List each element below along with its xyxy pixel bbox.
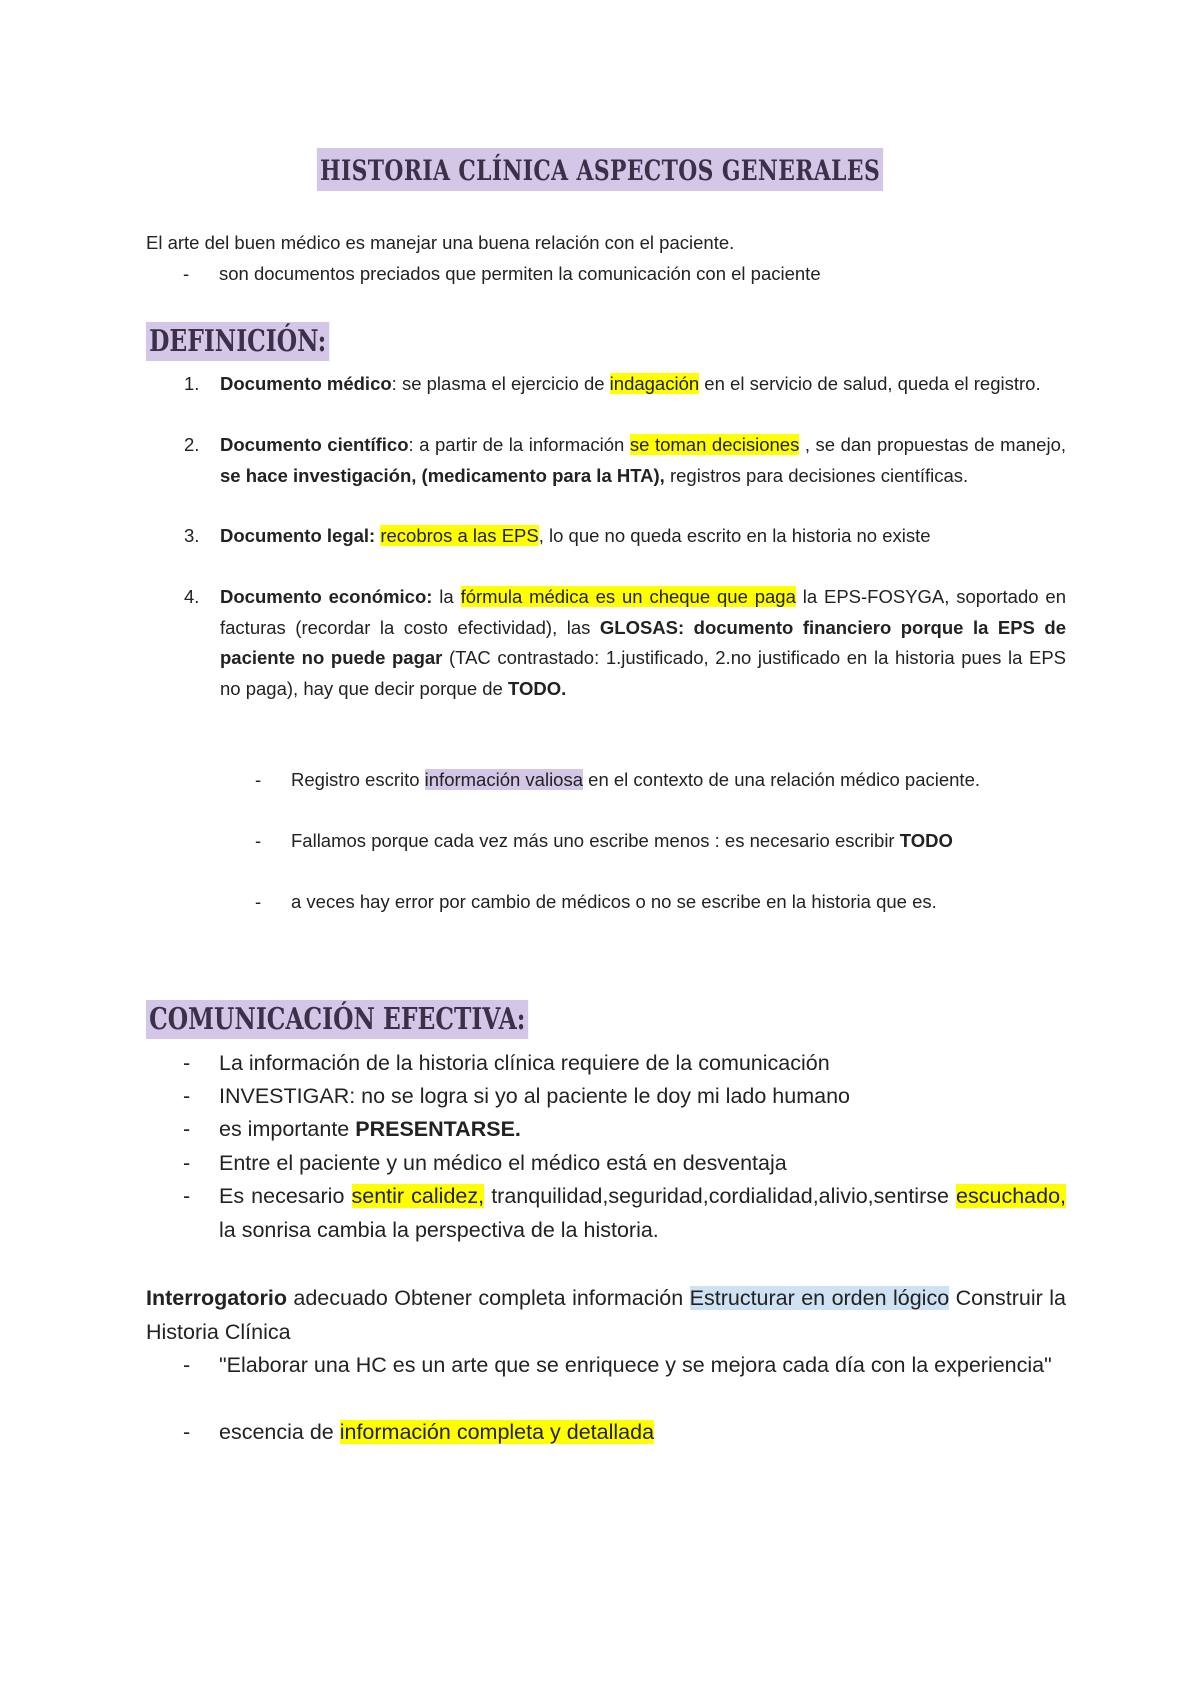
list-item xyxy=(255,826,1066,888)
bullet-text xyxy=(219,1180,1066,1247)
heading-text: COMUNICACIÓN EFECTIVA: xyxy=(146,1000,529,1039)
bullet-text xyxy=(219,1416,1066,1450)
bullet-dash: - xyxy=(183,1184,191,1208)
highlighted-text: se toman decisiones xyxy=(629,434,800,455)
section-heading-comunicacion xyxy=(146,1000,636,1039)
title-text: HISTORIA CLÍNICA ASPECTOS GENERALES xyxy=(317,148,883,191)
list-item xyxy=(183,1416,1066,1450)
text-run: la EPS-FOSYGA, soportado en facturas (recordar la costo efectividad), las xyxy=(220,586,1066,638)
bullet-dash: - xyxy=(183,263,190,284)
list-item xyxy=(146,430,1066,522)
bullet-text xyxy=(219,1349,1066,1383)
text-run: La información de la historia clínica requiere de la comunicación xyxy=(219,1051,830,1075)
intro-sentence: El arte del buen médico es manejar una buena relación con el paciente. xyxy=(146,232,735,253)
bullet-text xyxy=(219,1147,1066,1181)
item-label: Documento médico xyxy=(220,373,392,394)
text-run: en el contexto de una relación médico paciente. xyxy=(583,769,980,790)
highlighted-text: sentir calidez, xyxy=(351,1184,485,1208)
text-run: , se dan propuestas de manejo, xyxy=(799,434,1066,455)
list-item xyxy=(146,369,1066,431)
list-item xyxy=(146,582,1066,736)
highlighted-text: información completa y detallada xyxy=(339,1420,655,1444)
list-item-text xyxy=(220,369,1066,400)
bold-text: TODO xyxy=(899,830,953,851)
bullet-dash: - xyxy=(183,1051,191,1075)
list-item xyxy=(183,1080,1066,1114)
text-run: Entre el paciente y un médico el médico está en desventaja xyxy=(219,1151,787,1175)
item-label: Documento legal: xyxy=(220,525,376,546)
text-run: Construir la Historia Clínica xyxy=(146,1286,1066,1344)
bullet-dash: - xyxy=(183,1353,191,1377)
bold-text: GLOSAS: documento financiero porque la EPS de paciente no puede pagar xyxy=(220,616,1066,668)
text-run: Fallamos porque cada vez más uno escribe menos : es necesario escribir xyxy=(291,830,900,851)
bullet-dash: - xyxy=(183,1117,191,1141)
bullet-text xyxy=(219,1080,1066,1114)
text-run: la sonrisa cambia la perspectiva de la historia. xyxy=(219,1217,659,1242)
interrogatorio-paragraph xyxy=(146,1282,1066,1349)
list-item xyxy=(183,1047,1066,1081)
text-run: "Elaborar una HC es un arte que se enriquece y se mejora cada día con la experiencia" xyxy=(219,1353,1052,1377)
bold-text: TODO. xyxy=(508,677,567,699)
list-item xyxy=(255,887,1066,949)
text-run: en el servicio de salud, queda el registro. xyxy=(699,373,1041,394)
intro-bullet-text: son documentos preciados que permiten la comunicación con el paciente xyxy=(219,263,821,284)
text-run: escencia de xyxy=(219,1420,340,1444)
text-run: tranquilidad,seguridad,cordialidad,alivio,sentirse xyxy=(484,1184,957,1208)
highlighted-text: escuchado, xyxy=(956,1184,1066,1208)
highlighted-text: Estructurar en orden lógico xyxy=(689,1286,950,1310)
bullet-text xyxy=(291,765,1066,796)
text-run: INVESTIGAR: no se logra si yo al paciente le doy mi lado humano xyxy=(219,1084,850,1108)
list-number: 2. xyxy=(184,434,200,455)
bullet-text xyxy=(291,826,1066,857)
highlighted-text: fórmula médica es un cheque que paga xyxy=(460,586,796,607)
text-run: (TAC contrastado: 1.justificado, 2.no justificado en la historia pues la EPS no paga), hay que decir porque de xyxy=(220,647,1066,699)
item-label: Documento científico xyxy=(220,434,409,455)
bullet-dash: - xyxy=(255,769,262,790)
list-number: 4. xyxy=(184,586,200,607)
list-item-text xyxy=(220,521,1066,552)
bullet-text xyxy=(219,1047,1066,1081)
item-label: Documento económico: xyxy=(220,586,433,607)
bullet-dash: - xyxy=(183,1084,191,1108)
list-number: 3. xyxy=(184,525,200,546)
highlighted-text: indagación xyxy=(609,373,700,394)
bold-text: Interrogatorio xyxy=(146,1286,287,1310)
bullet-text xyxy=(291,887,1066,918)
text-run: Es necesario xyxy=(219,1184,352,1208)
text-run: : se plasma el ejercicio de xyxy=(391,373,610,394)
text-run: la xyxy=(432,586,461,607)
bullet-dash: - xyxy=(183,1151,191,1175)
highlighted-text: información valiosa xyxy=(424,769,584,790)
list-item xyxy=(255,765,1066,827)
text-run: : a partir de la información xyxy=(408,434,630,455)
list-item-text xyxy=(220,430,1066,491)
list-item-text xyxy=(220,582,1066,704)
heading-text: DEFINICIÓN: xyxy=(146,322,329,361)
intro-bullet xyxy=(183,259,1066,290)
text-run: Registro escrito xyxy=(291,769,425,790)
bullet-dash: - xyxy=(183,1420,191,1444)
bullet-text xyxy=(219,1113,1066,1147)
list-item xyxy=(146,521,1066,583)
text-run: registros para decisiones científicas. xyxy=(664,464,969,486)
bold-text: PRESENTARSE. xyxy=(355,1117,521,1141)
section-heading-definicion xyxy=(146,322,381,361)
document-title xyxy=(0,148,1200,191)
bullet-dash: - xyxy=(255,830,262,851)
text-run: adecuado Obtener completa información xyxy=(286,1286,690,1310)
text-run: , lo que no queda escrito en la historia no existe xyxy=(538,525,931,546)
list-item xyxy=(183,1180,1066,1248)
list-item xyxy=(183,1147,1066,1181)
list-item xyxy=(183,1113,1066,1147)
bold-text: se hace investigación, (medicamento para la HTA), xyxy=(220,464,665,486)
text-run: es importante xyxy=(219,1117,356,1141)
bullet-dash: - xyxy=(255,891,262,912)
highlighted-text: recobros a las EPS xyxy=(380,525,539,546)
list-item xyxy=(183,1349,1066,1417)
list-number: 1. xyxy=(184,373,200,394)
text-run: a veces hay error por cambio de médicos o no se escribe en la historia que es. xyxy=(291,891,937,912)
